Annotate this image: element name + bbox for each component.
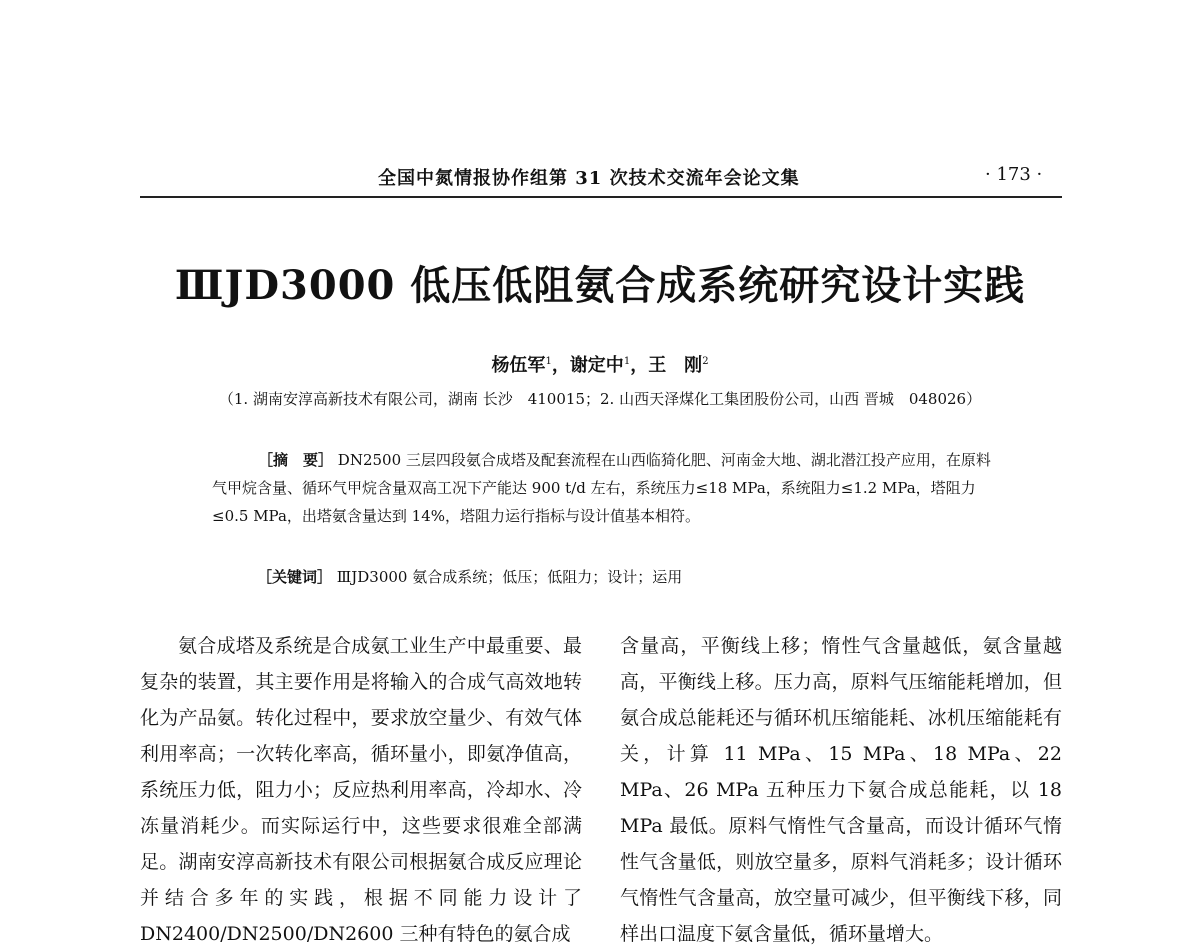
author-separator: ， [630, 355, 649, 376]
keywords [257, 566, 1017, 587]
affiliations: （1. 湖南安淳高新技术有限公司，湖南 长沙 410015；2. 山西天泽煤化工集团股份公司，山西 晋城 048026） [218, 390, 982, 408]
running-header: 全国中氮情报协作组第 31 次技术交流年会论文集 [378, 168, 800, 189]
body-left-column: 氨合成塔及系统是合成氨工业生产中最重要、最复杂的装置，其主要作用是将输入的合成气高效地转化为产品氨。转化过程中，要求放空量少、有效气体利用率高；一次转化率高，循环量小，即氨净值高，系统压力低，阻力小；反应热利用率高，冷却水、冷冻量消耗少。而实际运行中，这些要求很难全部满足。湖南安淳高新技术有限公司根据氨合成反应理论并结合多年的实践，根据不同能力设计了DN2400/DN2500/DN2600 三种有特色的氨合成 [140, 635, 582, 945]
keywords-text: ⅢJD3000 氨合成系统；低压；低阻力；设计；运用 [336, 568, 683, 586]
body-right-column: 含量高，平衡线上移；惰性气含量越低，氨含量越高，平衡线上移。压力高，原料气压缩能耗增加，但氨合成总能耗还与循环机压缩能耗、冰机压缩能耗有关，计算 11 MPa、15 MPa、18 MPa、22 MPa、26 MPa 五种压力下氨合成总能耗，以 18 MPa 最低。原料气惰性气含量高，而设计循环气惰性气含量低，则放空量多，原料气消耗多；设计循环气惰性气含量高，放空量可减少，但平衡线下移，同样出口温度下氨含量低，循环量增大。 [620, 635, 1062, 945]
abstract [212, 446, 1002, 530]
author-affiliation-mark: 2 [702, 356, 709, 367]
page-number: · 173 · [985, 164, 1043, 185]
abstract-label: ［摘 要］ [258, 451, 334, 469]
author-list [0, 351, 1200, 377]
keywords-label: ［关键词］ [257, 568, 333, 586]
author-name: 王 刚 [648, 355, 703, 376]
author-affiliation-mark: 1 [623, 356, 631, 367]
author-separator: ， [551, 355, 570, 376]
paper-title: ⅢJD3000 低压低阻氨合成系统研究设计实践 [174, 262, 1026, 309]
abstract-text: DN2500 三层四段氨合成塔及配套流程在山西临猗化肥、河南金大地、湖北潜江投产应用，在原料气甲烷含量、循环气甲烷含量双高工况下产能达 900 t/d 左右，系统压力≤18 MPa，系统阻力≤1.2 MPa，塔阻力≤0.5 MPa，出塔氨含量达到 14%，塔阻力运行指标与设计值基本相符。 [212, 451, 991, 525]
author-affiliation-mark: 1 [545, 356, 552, 367]
author-name: 谢定中 [569, 355, 624, 376]
header-rule [140, 196, 1062, 198]
author-name: 杨伍军 [491, 355, 546, 376]
